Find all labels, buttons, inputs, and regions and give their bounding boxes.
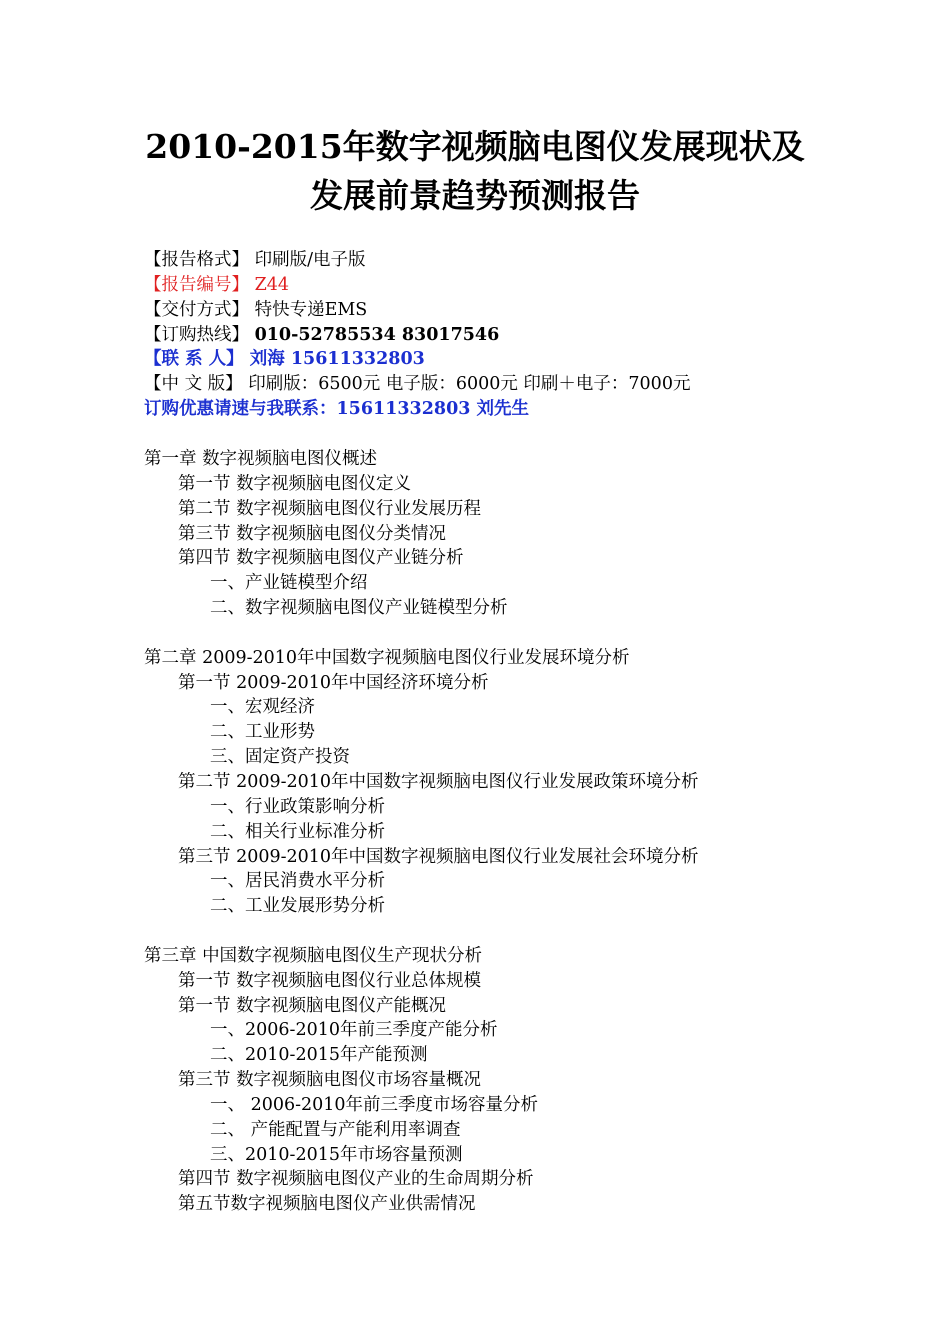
chapter-3-title: 第三章 中国数字视频脑电图仪生产现状分析: [144, 945, 483, 966]
toc-section: 第二节 2009-2010年中国数字视频脑电图仪行业发展政策环境分析: [178, 771, 699, 792]
toc-subsection: 三、2010-2015年市场容量预测: [210, 1144, 463, 1165]
toc-section: 第一节 数字视频脑电图仪定义: [178, 473, 412, 494]
toc-section: 第一节 数字视频脑电图仪行业总体规模: [178, 970, 482, 991]
delivery-row: [144, 298, 690, 323]
format-label: 【报告格式】: [144, 250, 249, 270]
hotline-label: 【订购热线】: [144, 324, 249, 345]
toc-subsection: 二、 产能配置与产能利用率调查: [210, 1119, 461, 1140]
toc-section: 第一节 2009-2010年中国经济环境分析: [178, 672, 489, 693]
format-row: [144, 248, 690, 273]
hotline-value: 010-52785534 83017546: [254, 324, 500, 345]
toc-subsection: 一、宏观经济: [210, 697, 315, 718]
report-title: [60, 122, 890, 220]
toc-section: 第二节 数字视频脑电图仪行业发展历程: [178, 498, 482, 519]
delivery-value: 特快专递EMS: [254, 299, 368, 320]
toc-subsection: 三、固定资产投资: [210, 747, 350, 768]
toc-subsection: 一、居民消费水平分析: [210, 871, 385, 892]
toc-subsection: 一、 2006-2010年前三季度市场容量分析: [210, 1094, 539, 1115]
toc-subsection: 一、2006-2010年前三季度产能分析: [210, 1020, 498, 1041]
spacer: [144, 919, 699, 944]
chapter-2-title: 第二章 2009-2010年中国数字视频脑电图仪行业发展环境分析: [144, 647, 630, 668]
format-value: 印刷版/电子版: [254, 250, 366, 270]
toc-subsection: 二、2010-2015年产能预测: [210, 1045, 428, 1066]
hotline-row: [144, 323, 690, 348]
report-info-block: [144, 248, 690, 422]
toc-section: 第三节 数字视频脑电图仪市场容量概况: [178, 1070, 482, 1091]
contact-label: 【联 系 人】: [144, 349, 244, 370]
chapter-1-title: 第一章 数字视频脑电图仪概述: [144, 449, 378, 469]
toc-subsection: 一、行业政策影响分析: [210, 796, 385, 817]
toc-subsection: 二、工业形势: [210, 722, 315, 743]
toc-subsection: 一、产业链模型介绍: [210, 573, 368, 594]
toc-section: 第三节 数字视频脑电图仪分类情况: [178, 523, 447, 544]
price-row: [144, 372, 690, 397]
promo-line: 订购优惠请速与我联系：15611332803 刘先生: [144, 399, 530, 420]
toc-section: 第五节数字视频脑电图仪产业供需情况: [178, 1194, 476, 1215]
delivery-label: 【交付方式】: [144, 299, 249, 320]
price-value: 印刷版：6500元 电子版：6000元 印刷＋电子：7000元: [248, 374, 691, 395]
report-title-line-2: 发展前景趋势预测报告: [310, 176, 640, 215]
contact-value: 刘海 15611332803: [249, 349, 425, 370]
contact-row: [144, 347, 690, 372]
code-label: 【报告编号】: [144, 274, 249, 295]
toc-section: 第一节 数字视频脑电图仪产能概况: [178, 995, 447, 1016]
toc-subsection: 二、相关行业标准分析: [210, 821, 385, 842]
price-label: 【中 文 版】: [144, 374, 243, 395]
toc-subsection: 二、工业发展形势分析: [210, 896, 385, 917]
spacer: [144, 621, 699, 646]
toc-section: 第四节 数字视频脑电图仪产业链分析: [178, 548, 464, 569]
toc-subsection: 二、数字视频脑电图仪产业链模型分析: [210, 598, 508, 619]
report-title-line-1: 2010-2015年数字视频脑电图仪发展现状及: [145, 127, 805, 166]
toc-section: 第四节 数字视频脑电图仪产业的生命周期分析: [178, 1169, 534, 1190]
code-row: [144, 273, 690, 298]
code-value: Z44: [254, 274, 290, 295]
toc-section: 第三节 2009-2010年中国数字视频脑电图仪行业发展社会环境分析: [178, 846, 699, 867]
table-of-contents: [144, 447, 699, 1217]
